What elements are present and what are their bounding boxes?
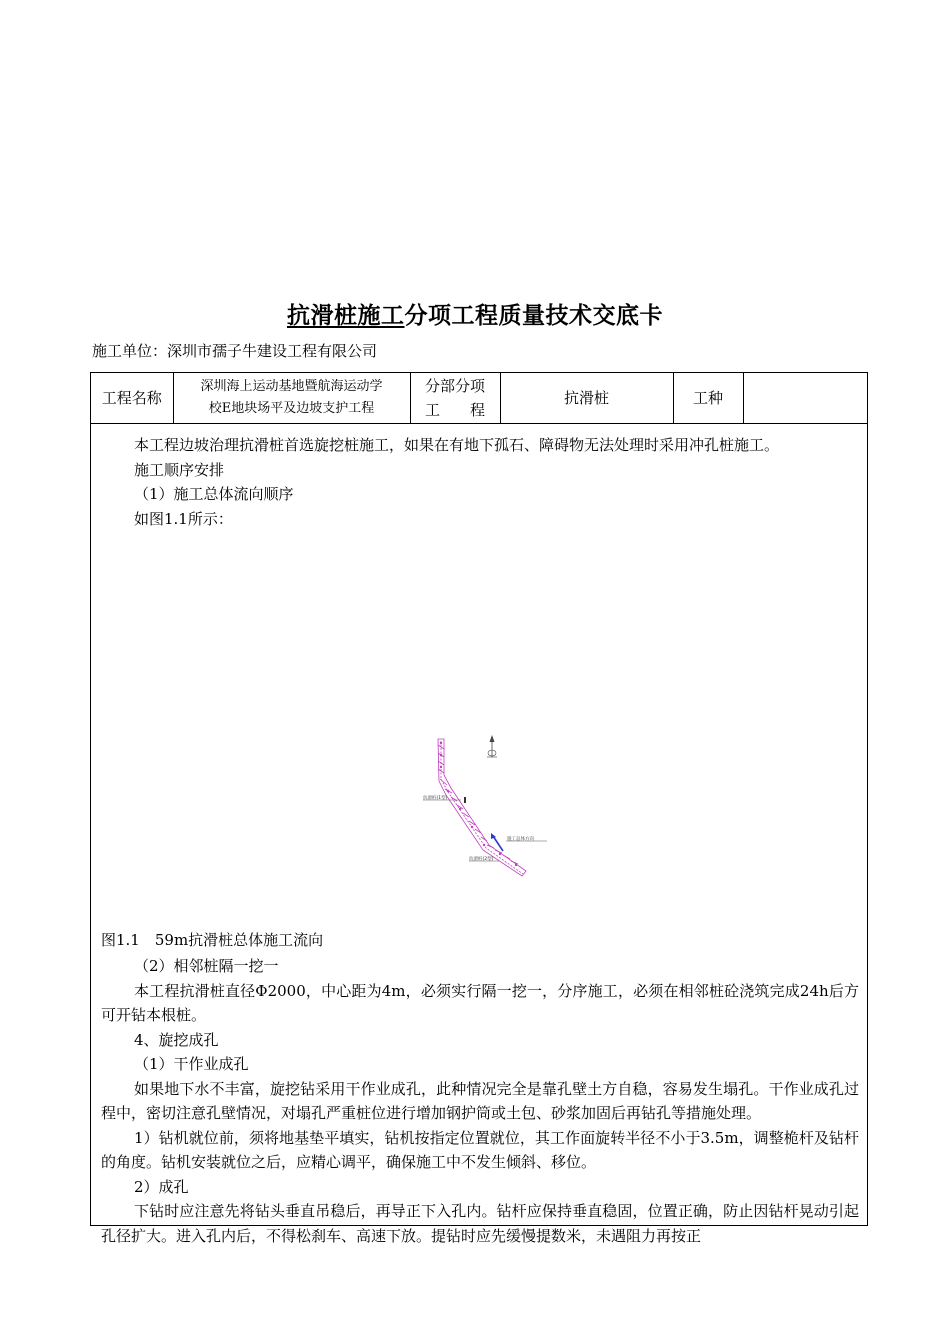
content-continued <box>101 954 859 1248</box>
paragraph: 如果地下水不丰富，旋挖钻采用干作业成孔，此种情况完全是靠孔壁土方自稳，容易发生塌孔。干作业成孔过程中，密切注意孔壁情况，对塌孔严重桩位进行增加钢护筒或土包、砂浆加固后再钻孔等措施处理。 <box>101 1079 859 1122</box>
project-name-value <box>173 373 410 423</box>
sub-project-label-line1: 分部分项 <box>424 376 485 395</box>
sub-project-label-line2: 工 程 <box>424 400 485 419</box>
paragraph: （1）施工总体流向顺序 <box>134 485 294 503</box>
paragraph: 本工程抗滑桩直径Φ2000，中心距为4m，必须实行隔一挖一，分序施工，必须在相邻桩砼浇筑完成24h后方可开钻本根桩。 <box>101 981 859 1024</box>
project-name-label: 工程名称 <box>91 373 173 423</box>
paragraph: 下钻时应注意先将钻头垂直吊稳后，再导正下入孔内。钻杆应保持垂直稳固，位置正确，防止因钻杆晃动引起孔径扩大。进入孔内后，不得松刹车、高速下放。提钻时应先缓慢提数米，未遇阻力再按正 <box>101 1202 859 1245</box>
paragraph: 1）钻机就位前，须将地基垫平填实，钻机按指定位置就位，其工作面旋转半径不小于3.5m，调整桅杆及钻杆的角度。钻机安装就位之后，应精心调平，确保施工中不发生倾斜、移位。 <box>101 1128 859 1171</box>
title-rest: 分项工程质量技术交底卡 <box>404 302 663 329</box>
paragraph: （2）相邻桩隔一挖一 <box>134 957 279 975</box>
sub-project-label <box>410 373 500 423</box>
figure-label: 施工总体方向 <box>507 837 534 842</box>
paragraph: 本工程边坡治理抗滑桩首选旋挖桩施工，如果在有地下孤石、障碍物无法处理时采用冲孔桩施工。 <box>134 436 780 454</box>
disclosure-content <box>101 433 859 1245</box>
figure-label: 抗滑桩(2型) <box>469 857 494 862</box>
figure-label: 抗滑桩(1型) <box>423 796 448 801</box>
pile-band <box>438 739 526 876</box>
pile-markers <box>440 742 517 866</box>
north-arrow-icon <box>487 735 497 757</box>
header-table <box>91 373 867 424</box>
sub-project-value: 抗滑桩 <box>500 373 673 423</box>
paragraph: 施工顺序安排 <box>134 460 225 479</box>
figure-caption: 图1.1 59m抗滑桩总体施工流向 <box>101 931 324 949</box>
direction-arrow-icon <box>491 833 503 851</box>
paragraph: 2）成孔 <box>134 1177 189 1196</box>
project-name-line2: 校E地块场平及边坡支护工程 <box>208 400 375 416</box>
work-type-label: 工种 <box>673 373 743 423</box>
project-name-line1: 深圳海上运动基地暨航海运动学 <box>200 378 383 394</box>
construction-unit: 施工单位：深圳市孺子牛建设工程有限公司 <box>92 342 378 360</box>
title-underlined-part: 抗滑桩施工 <box>287 302 405 329</box>
paragraph: （1）干作业成孔 <box>134 1055 249 1073</box>
paragraph: 4、旋挖成孔 <box>134 1030 219 1049</box>
paragraph: 如图1.1所示： <box>134 509 233 528</box>
disclosure-card <box>90 372 868 1245</box>
work-type-value <box>743 373 867 423</box>
pile-layout-figure <box>421 733 561 883</box>
page-title <box>0 297 950 330</box>
